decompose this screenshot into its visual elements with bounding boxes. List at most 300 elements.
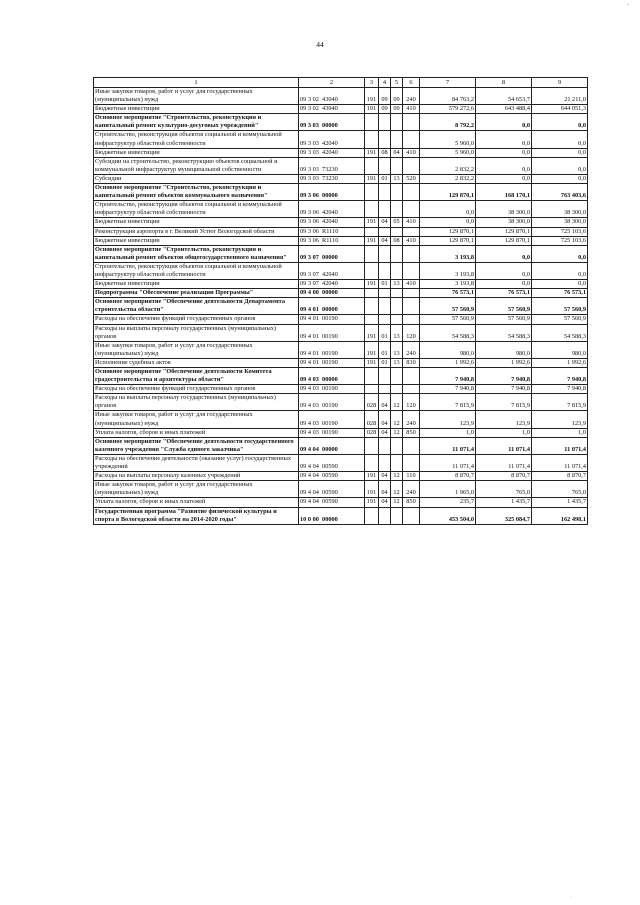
row-name-cell: Бюджетные инвестиции [94, 148, 299, 157]
row-value-col9-cell: 0,0 [532, 262, 588, 279]
table-row [94, 385, 588, 394]
row-value-col8-cell: 11 071,4 [476, 454, 532, 471]
page-number: 44 [316, 40, 324, 49]
row-name-cell: Строительство, реконструкция объектов социальной и коммунальной инфраструктур областной собственности [94, 262, 299, 279]
row-value-col7-cell: 579 272,6 [420, 105, 476, 114]
row-value-col7-cell: 129 870,1 [420, 184, 476, 201]
row-code-cell: 09 4 04 00590 [299, 454, 365, 471]
row-name-cell: Субсидии [94, 174, 299, 183]
table-row [94, 324, 588, 341]
row-value-col7-cell: 57 560,9 [420, 298, 476, 315]
row-value-col9-cell: 725 103,6 [532, 227, 588, 236]
row-value-col9-cell: 644 051,3 [532, 105, 588, 114]
row-expense-type-cell: 410 [403, 105, 420, 114]
row-admin-cell: 191 [365, 174, 379, 183]
row-admin-cell [365, 385, 379, 394]
row-value-col7-cell: 3 193,8 [420, 280, 476, 289]
row-value-col8-cell: 0,0 [476, 131, 532, 148]
row-admin-cell [365, 454, 379, 471]
row-admin-cell: 191 [365, 218, 379, 227]
table-row [94, 411, 588, 428]
table-row [94, 114, 588, 131]
row-code-cell: 09 4 03 00190 [299, 411, 365, 428]
row-section-cell [379, 385, 391, 394]
row-value-col9-cell: 765,0 [532, 481, 588, 498]
row-code-cell: 09 3 02 43040 [299, 88, 365, 105]
row-name-cell: Расходы на обеспечение деятельности (оказание услуг) государственных учреждений [94, 454, 299, 471]
row-subsection-cell: 12 [391, 394, 403, 411]
row-name-cell: Строительство, реконструкция объектов социальной и коммунальной инфраструктур областной собственности [94, 131, 299, 148]
row-value-col7-cell: 1 965,0 [420, 481, 476, 498]
row-subsection-cell: 08 [391, 236, 403, 245]
row-value-col9-cell: 7 815,9 [532, 394, 588, 411]
row-admin-cell: 191 [365, 472, 379, 481]
row-code-cell: 09 3 03 42040 [299, 131, 365, 148]
row-admin-cell: 191 [365, 341, 379, 358]
row-value-col8-cell: 7 815,9 [476, 394, 532, 411]
table-row [94, 174, 588, 183]
row-value-col8-cell: 54 653,7 [476, 88, 532, 105]
row-value-col9-cell: 725 103,6 [532, 236, 588, 245]
header-cell: 7 [420, 78, 476, 88]
row-value-col8-cell: 8 870,7 [476, 472, 532, 481]
row-name-cell: Государственная программа "Развитие физической культуры и спорта в Вологодской области на 2014-2020 годы" [94, 507, 299, 524]
row-expense-type-cell [403, 157, 420, 174]
row-code-cell: 09 4 01 00190 [299, 324, 365, 341]
row-value-col7-cell: 0,0 [420, 218, 476, 227]
row-value-col7-cell: 235,7 [420, 498, 476, 507]
header-cell: 5 [391, 78, 403, 88]
row-subsection-cell [391, 368, 403, 385]
row-admin-cell [365, 315, 379, 324]
row-value-col8-cell: 980,0 [476, 341, 532, 358]
row-value-col7-cell: 980,0 [420, 341, 476, 358]
row-code-cell: 09 4 01 00190 [299, 341, 365, 358]
row-section-cell [379, 315, 391, 324]
table-row [94, 507, 588, 524]
row-admin-cell [365, 184, 379, 201]
row-admin-cell: 191 [365, 481, 379, 498]
row-code-cell: 09 3 03 73230 [299, 157, 365, 174]
scan-edge-mark: · [570, 895, 572, 901]
row-code-cell: 09 4 04 00590 [299, 481, 365, 498]
row-admin-cell [365, 114, 379, 131]
row-section-cell [379, 289, 391, 298]
row-value-col9-cell: 980,0 [532, 341, 588, 358]
row-subsection-cell [391, 184, 403, 201]
row-expense-type-cell [403, 131, 420, 148]
row-value-col7-cell: 7 940,8 [420, 368, 476, 385]
row-code-cell: 09 4 04 00000 [299, 437, 365, 454]
row-subsection-cell: 13 [391, 341, 403, 358]
row-code-cell: 09 4 00 00000 [299, 289, 365, 298]
budget-table [93, 77, 588, 525]
row-value-col9-cell: 162 498,1 [532, 507, 588, 524]
row-name-cell: Основное мероприятие "Строительство, реконструкция и капитальный ремонт объектов общегосударственного назначения" [94, 245, 299, 262]
row-expense-type-cell [403, 114, 420, 131]
row-code-cell: 09 3 03 42040 [299, 148, 365, 157]
row-name-cell: Иные закупки товаров, работ и услуг для государственных (муниципальных) нужд [94, 481, 299, 498]
row-code-cell: 09 3 06 42040 [299, 201, 365, 218]
table-row [94, 157, 588, 174]
row-subsection-cell [391, 114, 403, 131]
table-row [94, 236, 588, 245]
row-expense-type-cell: 240 [403, 481, 420, 498]
row-expense-type-cell: 120 [403, 394, 420, 411]
row-subsection-cell: 13 [391, 358, 403, 367]
table-row [94, 201, 588, 218]
row-admin-cell [365, 262, 379, 279]
row-expense-type-cell [403, 201, 420, 218]
header-cell: 6 [403, 78, 420, 88]
row-value-col7-cell: 1 992,6 [420, 358, 476, 367]
row-value-col8-cell: 129 870,1 [476, 227, 532, 236]
row-expense-type-cell: 240 [403, 411, 420, 428]
row-expense-type-cell: 110 [403, 472, 420, 481]
row-value-col7-cell: 5 960,0 [420, 131, 476, 148]
row-subsection-cell: 09 [391, 105, 403, 114]
row-code-cell: 09 4 01 00190 [299, 358, 365, 367]
row-name-cell: Бюджетные инвестиции [94, 280, 299, 289]
row-admin-cell: 191 [365, 498, 379, 507]
row-expense-type-cell [403, 315, 420, 324]
row-admin-cell [365, 245, 379, 262]
row-code-cell: 09 3 03 00000 [299, 114, 365, 131]
row-name-cell: Основное мероприятие "Строительство, реконструкция и капитальный ремонт объектов коммунального назначения" [94, 184, 299, 201]
row-admin-cell [365, 298, 379, 315]
row-admin-cell [365, 368, 379, 385]
row-expense-type-cell: 240 [403, 88, 420, 105]
row-value-col8-cell: 1 992,6 [476, 358, 532, 367]
row-value-col8-cell: 0,0 [476, 114, 532, 131]
row-value-col7-cell: 11 071,4 [420, 437, 476, 454]
table-row [94, 437, 588, 454]
table-row [94, 280, 588, 289]
row-code-cell: 09 4 03 00190 [299, 428, 365, 437]
row-expense-type-cell: 830 [403, 358, 420, 367]
row-value-col8-cell: 0,0 [476, 157, 532, 174]
row-section-cell: 01 [379, 358, 391, 367]
row-expense-type-cell: 520 [403, 174, 420, 183]
table-row [94, 88, 588, 105]
row-code-cell: 09 4 03 00190 [299, 385, 365, 394]
row-subsection-cell: 12 [391, 428, 403, 437]
row-admin-cell [365, 507, 379, 524]
row-section-cell: 01 [379, 280, 391, 289]
row-section-cell [379, 454, 391, 471]
row-expense-type-cell: 410 [403, 148, 420, 157]
row-code-cell: 09 3 07 42040 [299, 262, 365, 279]
row-name-cell: Расходы на выплаты персоналу казенных учреждений [94, 472, 299, 481]
row-value-col7-cell: 1,0 [420, 428, 476, 437]
row-value-col7-cell: 84 763,2 [420, 88, 476, 105]
row-value-col7-cell: 2 832,2 [420, 157, 476, 174]
row-section-cell [379, 507, 391, 524]
row-section-cell: 04 [379, 498, 391, 507]
row-value-col8-cell: 0,0 [476, 148, 532, 157]
table-row [94, 184, 588, 201]
row-subsection-cell [391, 131, 403, 148]
row-name-cell: Основное мероприятие "Обеспечение деятельности Комитета градостроительства и архитектуры области" [94, 368, 299, 385]
row-name-cell: Уплата налогов, сборов и иных платежей [94, 498, 299, 507]
row-admin-cell: 191 [365, 88, 379, 105]
row-value-col8-cell: 0,0 [476, 174, 532, 183]
row-value-col8-cell: 325 084,7 [476, 507, 532, 524]
row-subsection-cell: 12 [391, 498, 403, 507]
table-header-row [94, 78, 588, 88]
row-section-cell: 04 [379, 481, 391, 498]
row-value-col8-cell: 1,0 [476, 428, 532, 437]
table-row [94, 472, 588, 481]
row-name-cell: Субсидии на строительство, реконструкцию объектов социальной и коммунальной инфраструктур муниципальной собственности [94, 157, 299, 174]
row-subsection-cell [391, 227, 403, 236]
row-expense-type-cell [403, 298, 420, 315]
row-value-col9-cell: 57 560,9 [532, 298, 588, 315]
row-subsection-cell: 13 [391, 280, 403, 289]
table-row [94, 105, 588, 114]
row-expense-type-cell [403, 507, 420, 524]
row-code-cell: 09 3 03 73230 [299, 174, 365, 183]
row-expense-type-cell: 410 [403, 280, 420, 289]
row-value-col9-cell: 21 211,0 [532, 88, 588, 105]
row-value-col9-cell: 0,0 [532, 280, 588, 289]
row-subsection-cell: 05 [391, 218, 403, 227]
row-code-cell: 09 3 06 42040 [299, 218, 365, 227]
row-section-cell: 04 [379, 411, 391, 428]
row-expense-type-cell [403, 184, 420, 201]
row-section-cell [379, 262, 391, 279]
row-subsection-cell [391, 289, 403, 298]
row-value-col9-cell: 0,0 [532, 148, 588, 157]
row-admin-cell: 191 [365, 280, 379, 289]
row-name-cell: Реконструкция аэропорта в г. Великий Устюг Вологодской области [94, 227, 299, 236]
row-value-col8-cell: 168 170,1 [476, 184, 532, 201]
row-value-col9-cell: 7 940,8 [532, 368, 588, 385]
row-section-cell [379, 227, 391, 236]
row-value-col7-cell: 123,9 [420, 411, 476, 428]
row-expense-type-cell: 850 [403, 498, 420, 507]
row-value-col7-cell: 129 870,1 [420, 236, 476, 245]
row-expense-type-cell: 850 [403, 428, 420, 437]
row-section-cell: 04 [379, 236, 391, 245]
row-value-col9-cell: 57 560,9 [532, 315, 588, 324]
header-cell: 8 [476, 78, 532, 88]
table-row [94, 481, 588, 498]
row-section-cell [379, 157, 391, 174]
row-expense-type-cell: 410 [403, 236, 420, 245]
row-value-col9-cell: 0,0 [532, 174, 588, 183]
row-admin-cell: 191 [365, 324, 379, 341]
row-admin-cell [365, 157, 379, 174]
row-value-col8-cell: 7 940,8 [476, 368, 532, 385]
row-name-cell: Бюджетные инвестиции [94, 218, 299, 227]
row-name-cell: Бюджетные инвестиции [94, 105, 299, 114]
row-section-cell [379, 298, 391, 315]
row-section-cell [379, 245, 391, 262]
row-value-col7-cell: 3 193,8 [420, 262, 476, 279]
row-value-col9-cell: 1 992,6 [532, 358, 588, 367]
row-expense-type-cell [403, 289, 420, 298]
row-expense-type-cell [403, 245, 420, 262]
row-section-cell: 01 [379, 174, 391, 183]
table-row [94, 428, 588, 437]
row-value-col9-cell: 8 870,7 [532, 472, 588, 481]
row-value-col8-cell: 0,0 [476, 245, 532, 262]
row-value-col8-cell: 54 588,3 [476, 324, 532, 341]
row-admin-cell [365, 201, 379, 218]
row-subsection-cell [391, 385, 403, 394]
row-value-col9-cell: 76 573,1 [532, 289, 588, 298]
row-value-col7-cell: 129 870,1 [420, 227, 476, 236]
row-name-cell: Бюджетные инвестиции [94, 236, 299, 245]
row-code-cell: 09 3 06 R1110 [299, 236, 365, 245]
row-admin-cell: 028 [365, 411, 379, 428]
row-code-cell: 09 3 06 R1110 [299, 227, 365, 236]
row-value-col9-cell: 0,0 [532, 157, 588, 174]
row-value-col9-cell: 0,0 [532, 245, 588, 262]
row-value-col9-cell: 54 588,3 [532, 324, 588, 341]
row-code-cell: 09 3 02 43040 [299, 105, 365, 114]
row-value-col7-cell: 0,0 [420, 201, 476, 218]
row-value-col9-cell: 38 300,0 [532, 201, 588, 218]
row-subsection-cell [391, 262, 403, 279]
row-section-cell: 08 [379, 148, 391, 157]
row-subsection-cell [391, 454, 403, 471]
row-value-col8-cell: 57 560,9 [476, 298, 532, 315]
row-value-col7-cell: 76 573,1 [420, 289, 476, 298]
row-value-col8-cell: 643 488,4 [476, 105, 532, 114]
row-value-col9-cell: 763 403,6 [532, 184, 588, 201]
row-section-cell: 09 [379, 105, 391, 114]
row-value-col8-cell: 123,9 [476, 411, 532, 428]
row-value-col7-cell: 7 815,9 [420, 394, 476, 411]
table-row [94, 454, 588, 471]
row-code-cell: 09 3 06 00000 [299, 184, 365, 201]
table-row [94, 358, 588, 367]
row-expense-type-cell [403, 368, 420, 385]
row-name-cell: Основное мероприятие "Строительство, реконструкция и капитальный ремонт культурно-досуговых учреждений" [94, 114, 299, 131]
row-section-cell [379, 184, 391, 201]
row-subsection-cell: 12 [391, 411, 403, 428]
header-cell: 9 [532, 78, 588, 88]
row-section-cell [379, 201, 391, 218]
row-admin-cell: 028 [365, 394, 379, 411]
table-row [94, 298, 588, 315]
row-section-cell: 09 [379, 88, 391, 105]
row-section-cell: 01 [379, 324, 391, 341]
row-code-cell: 09 4 03 00000 [299, 368, 365, 385]
row-subsection-cell [391, 157, 403, 174]
row-section-cell: 04 [379, 394, 391, 411]
header-cell: 3 [365, 78, 379, 88]
row-name-cell: Расходы на обеспечение функций государственных органов [94, 315, 299, 324]
row-value-col8-cell: 38 300,0 [476, 201, 532, 218]
row-section-cell: 04 [379, 218, 391, 227]
table-row [94, 245, 588, 262]
row-admin-cell [365, 289, 379, 298]
row-subsection-cell [391, 245, 403, 262]
row-code-cell: 09 4 04 00590 [299, 498, 365, 507]
table-row [94, 227, 588, 236]
row-expense-type-cell [403, 385, 420, 394]
row-admin-cell: 191 [365, 148, 379, 157]
row-section-cell: 04 [379, 472, 391, 481]
row-name-cell: Строительство, реконструкция объектов социальной и коммунальной инфраструктур областной собственности [94, 201, 299, 218]
row-code-cell: 09 4 01 00190 [299, 315, 365, 324]
row-subsection-cell [391, 507, 403, 524]
row-value-col9-cell: 11 071,4 [532, 454, 588, 471]
row-name-cell: Основное мероприятие "Обеспечение деятельности Департамента строительства области" [94, 298, 299, 315]
row-value-col9-cell: 11 071,4 [532, 437, 588, 454]
row-code-cell: 10 0 00 00000 [299, 507, 365, 524]
row-name-cell: Уплата налогов, сборов и иных платежей [94, 428, 299, 437]
row-expense-type-cell [403, 437, 420, 454]
row-expense-type-cell: 240 [403, 341, 420, 358]
row-section-cell [379, 437, 391, 454]
row-admin-cell: 191 [365, 105, 379, 114]
row-subsection-cell: 09 [391, 88, 403, 105]
row-section-cell: 01 [379, 341, 391, 358]
row-value-col7-cell: 3 193,8 [420, 245, 476, 262]
row-subsection-cell: 12 [391, 472, 403, 481]
row-section-cell [379, 131, 391, 148]
table-row [94, 394, 588, 411]
row-code-cell: 09 3 07 00000 [299, 245, 365, 262]
row-value-col9-cell: 7 940,8 [532, 385, 588, 394]
scan-edge-mark: - [627, 2, 629, 8]
row-code-cell: 09 4 01 00000 [299, 298, 365, 315]
table-row [94, 218, 588, 227]
row-subsection-cell [391, 437, 403, 454]
row-name-cell: Исполнение судебных актов [94, 358, 299, 367]
row-name-cell: Иные закупки товаров, работ и услуг для государственных (муниципальных) нужд [94, 411, 299, 428]
row-admin-cell [365, 437, 379, 454]
row-value-col8-cell: 1 435,7 [476, 498, 532, 507]
row-code-cell: 09 4 04 00590 [299, 472, 365, 481]
row-value-col9-cell: 123,9 [532, 411, 588, 428]
row-admin-cell [365, 131, 379, 148]
row-value-col8-cell: 765,0 [476, 481, 532, 498]
header-cell: 2 [299, 78, 365, 88]
row-name-cell: Основное мероприятие "Обеспечение деятельности государственного казенного учреждения "Служба единого заказчика" [94, 437, 299, 454]
row-section-cell: 04 [379, 428, 391, 437]
row-value-col9-cell: 38 300,0 [532, 218, 588, 227]
table-row [94, 148, 588, 157]
row-value-col7-cell: 5 960,0 [420, 148, 476, 157]
row-value-col7-cell: 8 870,7 [420, 472, 476, 481]
header-cell: 1 [94, 78, 299, 88]
row-value-col9-cell: 0,0 [532, 131, 588, 148]
row-subsection-cell: 04 [391, 148, 403, 157]
row-value-col7-cell: 2 832,2 [420, 174, 476, 183]
row-name-cell: Расходы на обеспечение функций государственных органов [94, 385, 299, 394]
row-name-cell: Расходы на выплаты персоналу государственных (муниципальных) органов [94, 394, 299, 411]
row-value-col9-cell: 0,0 [532, 114, 588, 131]
row-value-col8-cell: 76 573,1 [476, 289, 532, 298]
row-subsection-cell [391, 201, 403, 218]
row-value-col7-cell: 54 588,3 [420, 324, 476, 341]
row-section-cell [379, 114, 391, 131]
table-row [94, 262, 588, 279]
row-expense-type-cell: 410 [403, 218, 420, 227]
row-subsection-cell [391, 298, 403, 315]
row-value-col7-cell: 8 792,2 [420, 114, 476, 131]
row-value-col8-cell: 11 071,4 [476, 437, 532, 454]
row-admin-cell: 191 [365, 236, 379, 245]
row-subsection-cell [391, 315, 403, 324]
row-name-cell: Иные закупки товаров, работ и услуг для государственных (муниципальных) нужд [94, 88, 299, 105]
row-code-cell: 09 3 07 42040 [299, 280, 365, 289]
